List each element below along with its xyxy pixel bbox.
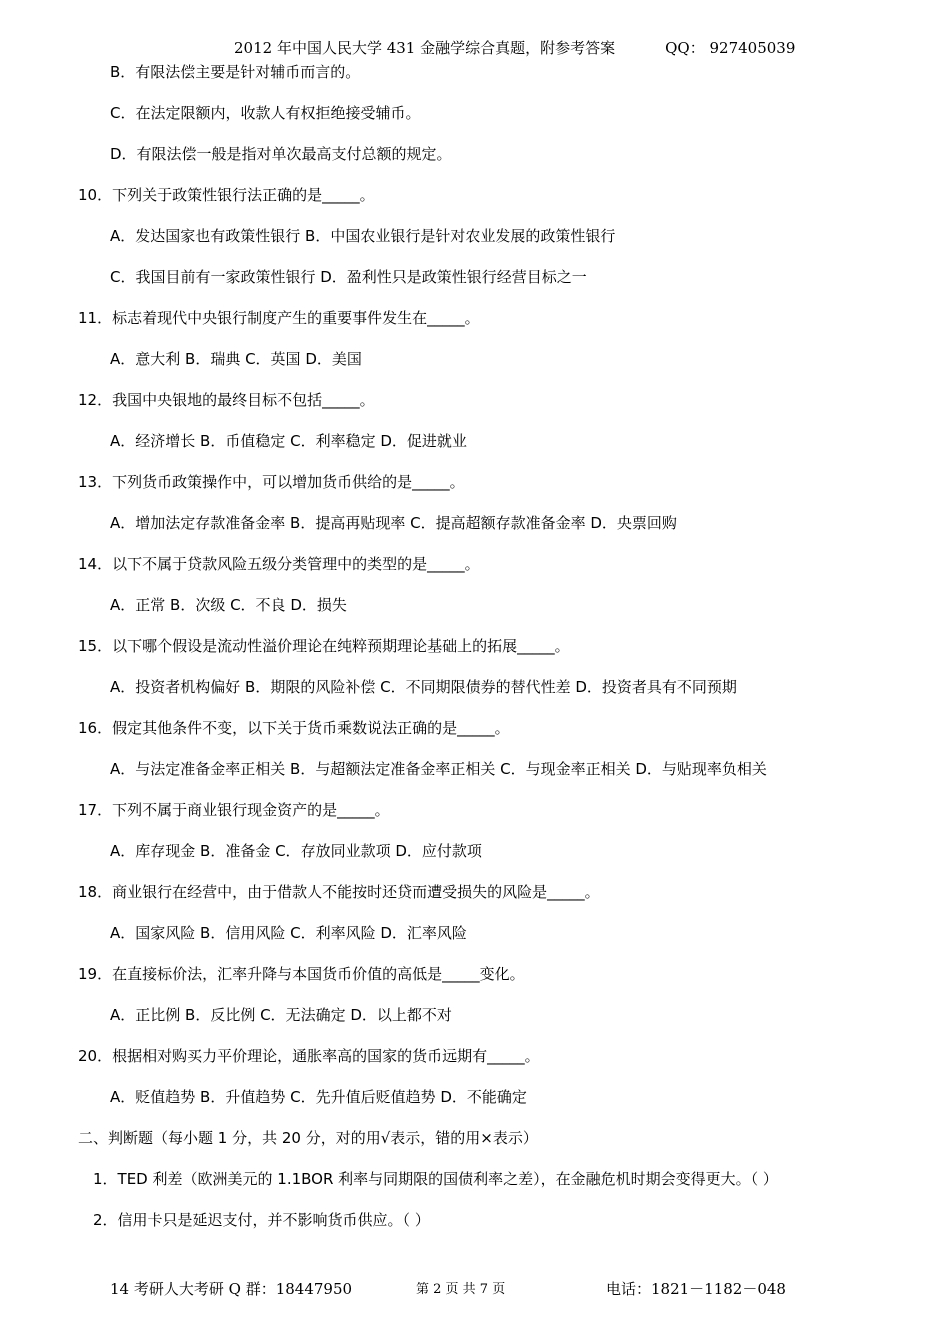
true-false-item: 1．TED 利差（欧洲美元的 1.1BOR 利率与同期限的国债利率之差），在金融危机时期会变得更大。（ ） bbox=[93, 1170, 778, 1188]
header-qq: QQ： 927405039 bbox=[665, 39, 796, 57]
footer-page-number: 第 2 页 共 7 页 bbox=[416, 1282, 506, 1297]
answer-options: A．与法定准备金率正相关 B．与超额法定准备金率正相关 C．与现金率正相关 D．与贴现率负相关 bbox=[110, 760, 767, 778]
question-stem: 15．以下哪个假设是流动性溢价理论在纯粹预期理论基础上的拓展_____。 bbox=[78, 637, 570, 655]
question-stem: 19．在直接标价法，汇率升降与本国货币价值的高低是_____变化。 bbox=[78, 965, 525, 983]
answer-options: A．投资者机构偏好 B．期限的风险补偿 C．不同期限债券的替代性差 D．投资者具有不同预期 bbox=[110, 678, 737, 696]
page-header bbox=[234, 37, 795, 58]
answer-options: A．国家风险 B．信用风险 C．利率风险 D．汇率风险 bbox=[110, 924, 467, 942]
answer-options: A．库存现金 B．准备金 C．存放同业款项 D．应付款项 bbox=[110, 842, 482, 860]
answer-options: A．意大利 B．瑞典 C．英国 D．美国 bbox=[110, 350, 362, 368]
question-stem: 10．下列关于政策性银行法正确的是_____。 bbox=[78, 186, 375, 204]
question-stem: 14．以下不属于贷款风险五级分类管理中的类型的是_____。 bbox=[78, 555, 480, 573]
page-footer bbox=[0, 1278, 950, 1300]
answer-options: C．我国目前有一家政策性银行 D．盈利性只是政策性银行经营目标之一 bbox=[110, 268, 587, 286]
question-stem: 20．根据相对购买力平价理论，通胀率高的国家的货币远期有_____。 bbox=[78, 1047, 540, 1065]
question-stem: 16．假定其他条件不变，以下关于货币乘数说法正确的是_____。 bbox=[78, 719, 510, 737]
answer-options: C．在法定限额内，收款人有权拒绝接受辅币。 bbox=[110, 104, 421, 122]
question-stem: 11．标志着现代中央银行制度产生的重要事件发生在_____。 bbox=[78, 309, 480, 327]
answer-options: A．增加法定存款准备金率 B．提高再贴现率 C．提高超额存款准备金率 D．央票回购 bbox=[110, 514, 677, 532]
answer-options: D．有限法偿一般是指对单次最高支付总额的规定。 bbox=[110, 145, 452, 163]
section-heading: 二、判断题（每小题 1 分，共 20 分，对的用√表示，错的用×表示） bbox=[78, 1129, 538, 1147]
answer-options: A．贬值趋势 B．升值趋势 C．先升值后贬值趋势 D．不能确定 bbox=[110, 1088, 527, 1106]
answer-options: A．正比例 B．反比例 C．无法确定 D．以上都不对 bbox=[110, 1006, 452, 1024]
question-stem: 13．下列货币政策操作中，可以增加货币供给的是_____。 bbox=[78, 473, 465, 491]
question-stem: 12．我国中央银地的最终目标不包括_____。 bbox=[78, 391, 375, 409]
answer-options: B．有限法偿主要是针对辅币而言的。 bbox=[110, 63, 361, 81]
header-title: 2012 年中国人民大学 431 金融学综合真题，附参考答案 bbox=[234, 39, 616, 57]
true-false-item: 2．信用卡只是延迟支付，并不影响货币供应。（ ） bbox=[93, 1211, 430, 1229]
footer-group: 14 考研人大考研 Q 群：18447950 bbox=[110, 1280, 353, 1298]
footer-phone: 电话：1821－1182－048 bbox=[606, 1280, 786, 1298]
answer-options: A．发达国家也有政策性银行 B．中国农业银行是针对农业发展的政策性银行 bbox=[110, 227, 616, 245]
exam-content bbox=[0, 62, 950, 1251]
question-stem: 18．商业银行在经营中，由于借款人不能按时还贷而遭受损失的风险是_____。 bbox=[78, 883, 600, 901]
question-stem: 17．下列不属于商业银行现金资产的是_____。 bbox=[78, 801, 390, 819]
answer-options: A．经济增长 B．币值稳定 C．利率稳定 D．促进就业 bbox=[110, 432, 467, 450]
answer-options: A．正常 B．次级 C．不良 D．损失 bbox=[110, 596, 347, 614]
